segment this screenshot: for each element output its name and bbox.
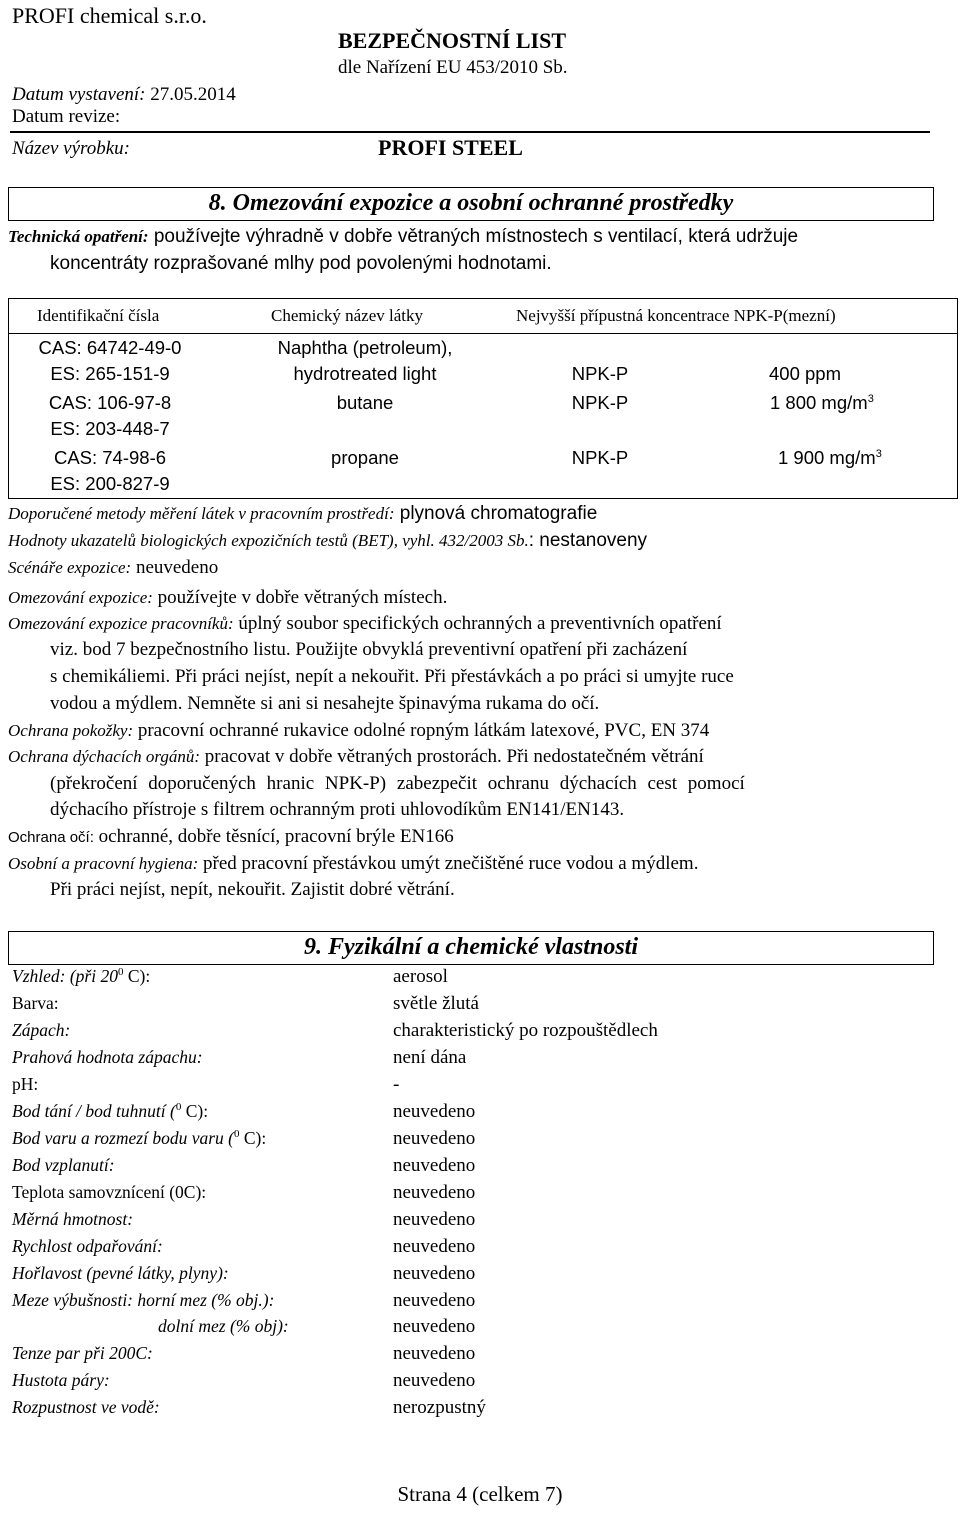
limits-value: používejte v dobře větraných místech. (152, 587, 448, 608)
table-header-ids: Identifikační čísla (37, 306, 160, 325)
table-header-limit: Nejvyšší přípustná koncentrace NPK-P(mezní) (516, 306, 836, 325)
measure-methods-value: plynová chromatografie (394, 503, 598, 524)
hygiene-label: Osobní a pracovní hygiena: (8, 854, 199, 873)
property-label-text: Barva: (12, 993, 59, 1013)
property-value: - (393, 1074, 400, 1095)
property-label (12, 1182, 206, 1203)
eye-value: ochranné, dobře těsnící, pracovní brýle EN166 (93, 826, 454, 847)
workers-line1 (8, 611, 950, 637)
header-divider (10, 131, 930, 133)
property-value: světle žlutá (393, 993, 479, 1014)
issue-date-value: 27.05.2014 (150, 84, 236, 105)
eye-label: Ochrana očí: (8, 829, 94, 846)
property-label (12, 993, 59, 1014)
product-label: Název výrobku: (12, 138, 130, 159)
property-label-text: Meze výbušnosti: horní mez (% obj.): (12, 1290, 275, 1310)
property-label-text: Zápach: (12, 1020, 71, 1040)
table-row1-es: ES: 265-151-9 (50, 363, 170, 384)
hygiene-text1: před pracovní přestávkou umýt znečištěné ruce vodou a mýdlem. (198, 853, 699, 874)
measure-methods (8, 501, 950, 527)
property-label (12, 966, 150, 987)
skin-protection (8, 718, 950, 744)
section8-title: 8. Omezování expozice a osobní ochranné prostředky (208, 190, 734, 216)
product-name: PROFI STEEL (378, 135, 523, 160)
table-row1-value: 400 ppm (769, 363, 841, 384)
table-row2-sup: 3 (867, 392, 874, 405)
table-row2-type: NPK-P (571, 392, 629, 413)
workers-label: Omezování expozice pracovníků: (8, 614, 234, 633)
property-label-text: Rozpustnost ve vodě: (12, 1397, 160, 1417)
resp-line2: (překročení doporučených hranic NPK-P) zabezpečit ochranu dýchacích cest pomocí (50, 773, 745, 794)
section8-title-box (8, 187, 934, 221)
property-value: neuvedeno (393, 1370, 476, 1391)
property-label-text: Bod vzplanutí: (12, 1155, 115, 1175)
property-value: není dána (393, 1047, 467, 1068)
tech-measures-label: Technická opatření: (8, 227, 149, 246)
property-label (12, 1343, 153, 1364)
property-value: neuvedeno (393, 1236, 476, 1257)
table-row1-name2: hydrotreated light (293, 363, 437, 384)
page-number: Strana 4 (celkem 7) (397, 1482, 563, 1506)
tech-measures-text1: používejte výhradně v dobře větraných místnostech s ventilací, která udržuje (148, 226, 799, 247)
table-row2-value: 1 800 mg/m (770, 392, 868, 413)
issue-date-row (12, 84, 236, 106)
bet-value: : nestanoveny (528, 530, 648, 551)
property-label (12, 1209, 133, 1230)
document-title: BEZPEČNOSTNÍ LIST (338, 28, 567, 53)
property-label-text: Bod tání / bod tuhnutí ( (12, 1101, 176, 1121)
regulation: dle Nařízení EU 453/2010 Sb. (338, 57, 568, 78)
skin-label: Ochrana pokožky: (8, 721, 134, 740)
property-label-text: pH: (12, 1074, 39, 1094)
property-value: neuvedeno (393, 1182, 476, 1203)
table-row2-value-wrap (770, 392, 874, 414)
table-row3-cas: CAS: 74-98-6 (53, 447, 167, 468)
property-value: charakteristický po rozpouštědlech (393, 1020, 658, 1041)
property-label-sup: 0 (117, 966, 124, 979)
property-label-text: Hořlavost (pevné látky, plyny): (12, 1263, 229, 1283)
resp-line3: dýchacího přístroje s filtrem ochranným proti uhlovodíkům EN141/EN143. (50, 799, 625, 820)
tech-measures-line1 (8, 224, 950, 250)
property-label (12, 1101, 208, 1122)
property-label-sup: 0 (175, 1101, 182, 1114)
property-value: aerosol (393, 966, 448, 987)
table-row1-type: NPK-P (571, 363, 629, 384)
skin-value: pracovní ochranné rukavice odolné ropným látkám latexové, PVC, EN 374 (133, 720, 710, 741)
property-label-text: Měrná hmotnost: (12, 1209, 134, 1229)
property-label (12, 1047, 203, 1068)
resp-text1: pracovat v dobře větraných prostorách. Při nedostatečném větrání (200, 746, 704, 767)
property-value: neuvedeno (393, 1155, 476, 1176)
section9-title: 9. Fyzikální a chemické vlastnosti (304, 934, 638, 960)
property-label (12, 1370, 110, 1391)
property-label-end: C): (239, 1128, 267, 1148)
property-label (12, 1155, 115, 1176)
table-row1-cas: CAS: 64742-49-0 (38, 337, 182, 358)
table-row2-es: ES: 203-448-7 (50, 418, 170, 439)
workers-line4: vodou a mýdlem. Nemněte si ani si nesahejte špinavýma rukama do očí. (50, 693, 600, 714)
measure-methods-label: Doporučené metody měření látek v pracovním prostředí: (8, 504, 395, 523)
scenarios-label: Scénáře expozice: (8, 558, 132, 577)
property-label (158, 1316, 289, 1337)
table-header-name: Chemický název látky (271, 306, 424, 325)
property-label (12, 1128, 266, 1149)
issue-date-label: Datum vystavení: (12, 84, 146, 105)
property-label (12, 1397, 160, 1418)
scenarios-value: neuvedeno (131, 557, 219, 578)
table-row2-cas: CAS: 106-97-8 (48, 392, 172, 413)
exposure-limits (8, 585, 950, 611)
eye-protection (8, 824, 950, 851)
property-value: neuvedeno (393, 1343, 476, 1364)
workers-line2: viz. bod 7 bezpečnostního listu. Použijte obvyklá preventivní opatření při zacházení (50, 639, 688, 660)
table-row3-es: ES: 200-827-9 (50, 473, 170, 494)
property-label (12, 1263, 229, 1284)
property-label-text: Tenze par při 200C: (12, 1343, 153, 1363)
table-row3-value-wrap (778, 447, 882, 469)
tech-measures-line2: koncentráty rozprašované mlhy pod povolenými hodnotami. (50, 253, 552, 274)
resp-label: Ochrana dýchacích orgánů: (8, 747, 200, 766)
hygiene-line1 (8, 851, 950, 877)
table-row2-name: butane (336, 392, 394, 413)
property-value: nerozpustný (393, 1397, 486, 1418)
table-row3-sup: 3 (875, 447, 882, 460)
section9-title-box (8, 931, 934, 965)
property-label-text: Teplota samovznícení (0C): (12, 1182, 207, 1202)
hygiene-line2: Při práci nejíst, nepít, nekouřit. Zajistit dobré větrání. (50, 879, 455, 900)
property-label-end: C): (123, 966, 151, 986)
company-name: PROFI chemical s.r.o. (12, 3, 207, 28)
workers-text1: úplný soubor specifických ochranných a preventivních opatření (233, 613, 722, 634)
property-value: neuvedeno (393, 1209, 476, 1230)
property-value: neuvedeno (393, 1290, 476, 1311)
property-label-text: Bod varu a rozmezí bodu varu ( (12, 1128, 234, 1148)
property-label (12, 1236, 163, 1257)
table-row3-type: NPK-P (571, 447, 629, 468)
bet-values (8, 528, 950, 554)
limits-label: Omezování expozice: (8, 588, 153, 607)
property-value: neuvedeno (393, 1101, 476, 1122)
property-value: neuvedeno (393, 1316, 476, 1337)
property-label-end: C): (181, 1101, 209, 1121)
bet-label: Hodnoty ukazatelů biologických expozičních testů (BET), vyhl. 432/2003 Sb. (8, 531, 529, 550)
property-label-text: Prahová hodnota zápachu: (12, 1047, 203, 1067)
workers-line3: s chemikáliemi. Při práci nejíst, nepít a nekouřit. Při přestávkách a po práci si umyjte ruce (50, 666, 734, 687)
property-label (12, 1290, 274, 1311)
property-label-text: Rychlost odpařování: (12, 1236, 163, 1256)
table-row1-name1: Naphtha (petroleum), (277, 337, 453, 358)
property-label-sup: 0 (233, 1128, 240, 1141)
property-label (12, 1020, 70, 1041)
property-value: neuvedeno (393, 1128, 476, 1149)
revision-label: Datum revize: (12, 106, 121, 127)
property-label-text: Hustota páry: (12, 1370, 110, 1390)
property-label-text: Vzhled: (při 20 (12, 966, 118, 986)
exposure-scenarios (8, 555, 950, 581)
property-label-text: dolní mez (% obj): (158, 1316, 289, 1336)
table-row3-value: 1 900 mg/m (778, 447, 876, 468)
property-value: neuvedeno (393, 1263, 476, 1284)
property-label (12, 1074, 38, 1095)
resp-line1 (8, 744, 950, 770)
table-row3-name: propane (331, 447, 399, 468)
